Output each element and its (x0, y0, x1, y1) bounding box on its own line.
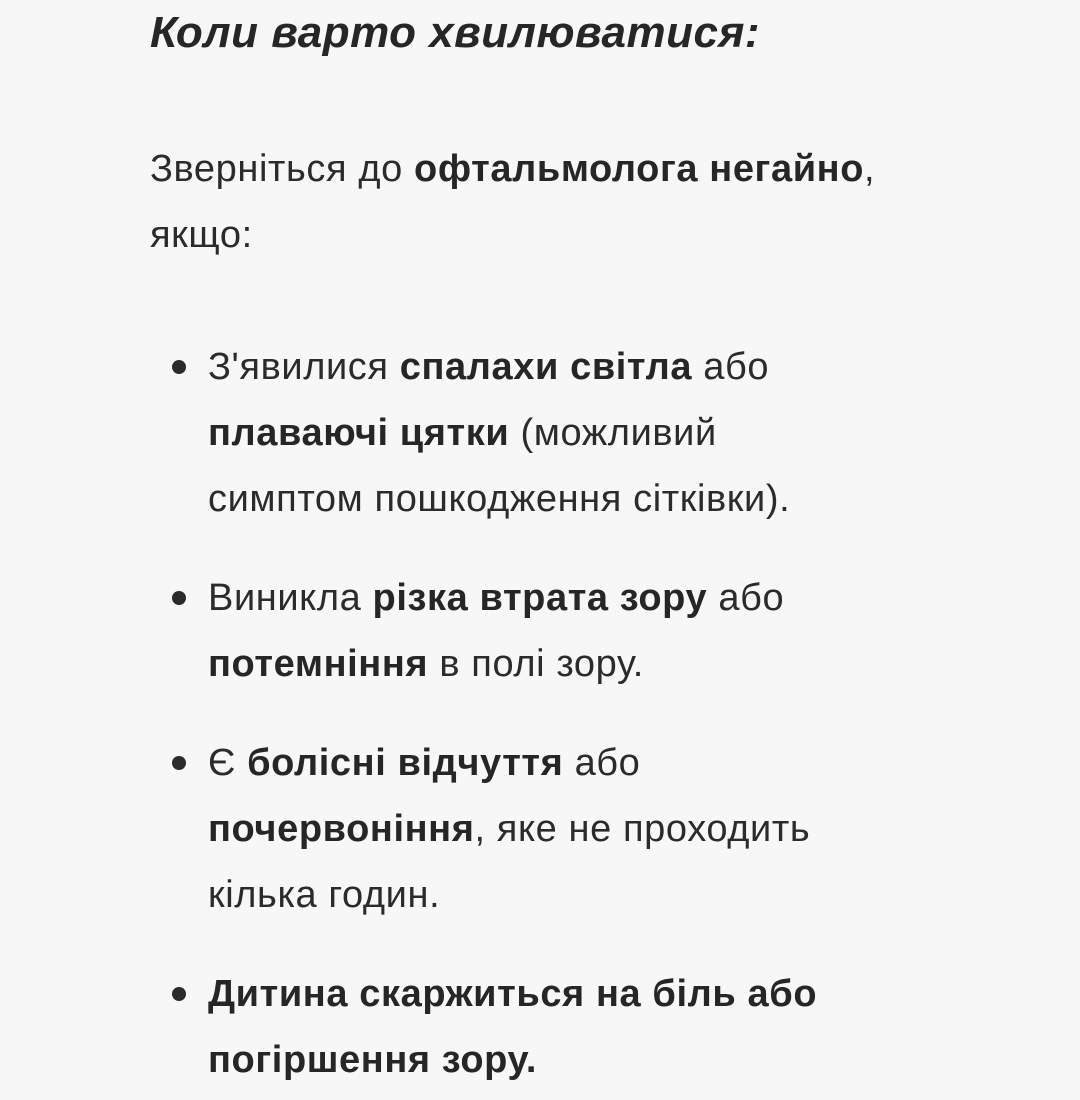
intro-paragraph (150, 136, 1010, 268)
item-text: або (563, 742, 641, 784)
item-text: або (707, 577, 785, 619)
intro-text-end: якщо: (150, 214, 253, 256)
item-text: кілька годин. (208, 874, 441, 916)
intro-text-start: Зверніться до (150, 148, 415, 190)
section-heading: Коли варто хвилюватися: (150, 8, 761, 57)
item-emphasis: різка втрата зору (372, 577, 708, 619)
bullet-dot (172, 591, 186, 605)
item-text: З'явилися (208, 346, 400, 388)
item-emphasis: погіршення зору. (208, 1039, 538, 1081)
list-item (208, 565, 968, 697)
item-text: , яке не проходить (474, 808, 811, 850)
list-item (208, 730, 968, 928)
bullet-dot (172, 756, 186, 770)
intro-comma: , (864, 148, 876, 190)
item-text: в полі зору. (428, 643, 644, 685)
bullet-dot (172, 987, 186, 1001)
item-emphasis: спалахи світла (399, 346, 693, 388)
list-item (208, 961, 968, 1093)
item-text: Виникла (208, 577, 373, 619)
item-emphasis: Дитина скаржиться на біль або (208, 973, 818, 1015)
item-emphasis: почервоніння (208, 808, 475, 850)
intro-emphasis: офтальмолога негайно (414, 148, 865, 190)
item-text: Є (208, 742, 248, 784)
bullet-dot (172, 360, 186, 374)
item-emphasis: плаваючі цятки (208, 412, 510, 454)
item-emphasis: болісні відчуття (247, 742, 564, 784)
item-text: або (692, 346, 770, 388)
item-emphasis: потемніння (208, 643, 429, 685)
list-item (208, 334, 968, 532)
item-text: (можливий (509, 412, 717, 454)
item-text: симптом пошкодження сітківки). (208, 478, 791, 520)
